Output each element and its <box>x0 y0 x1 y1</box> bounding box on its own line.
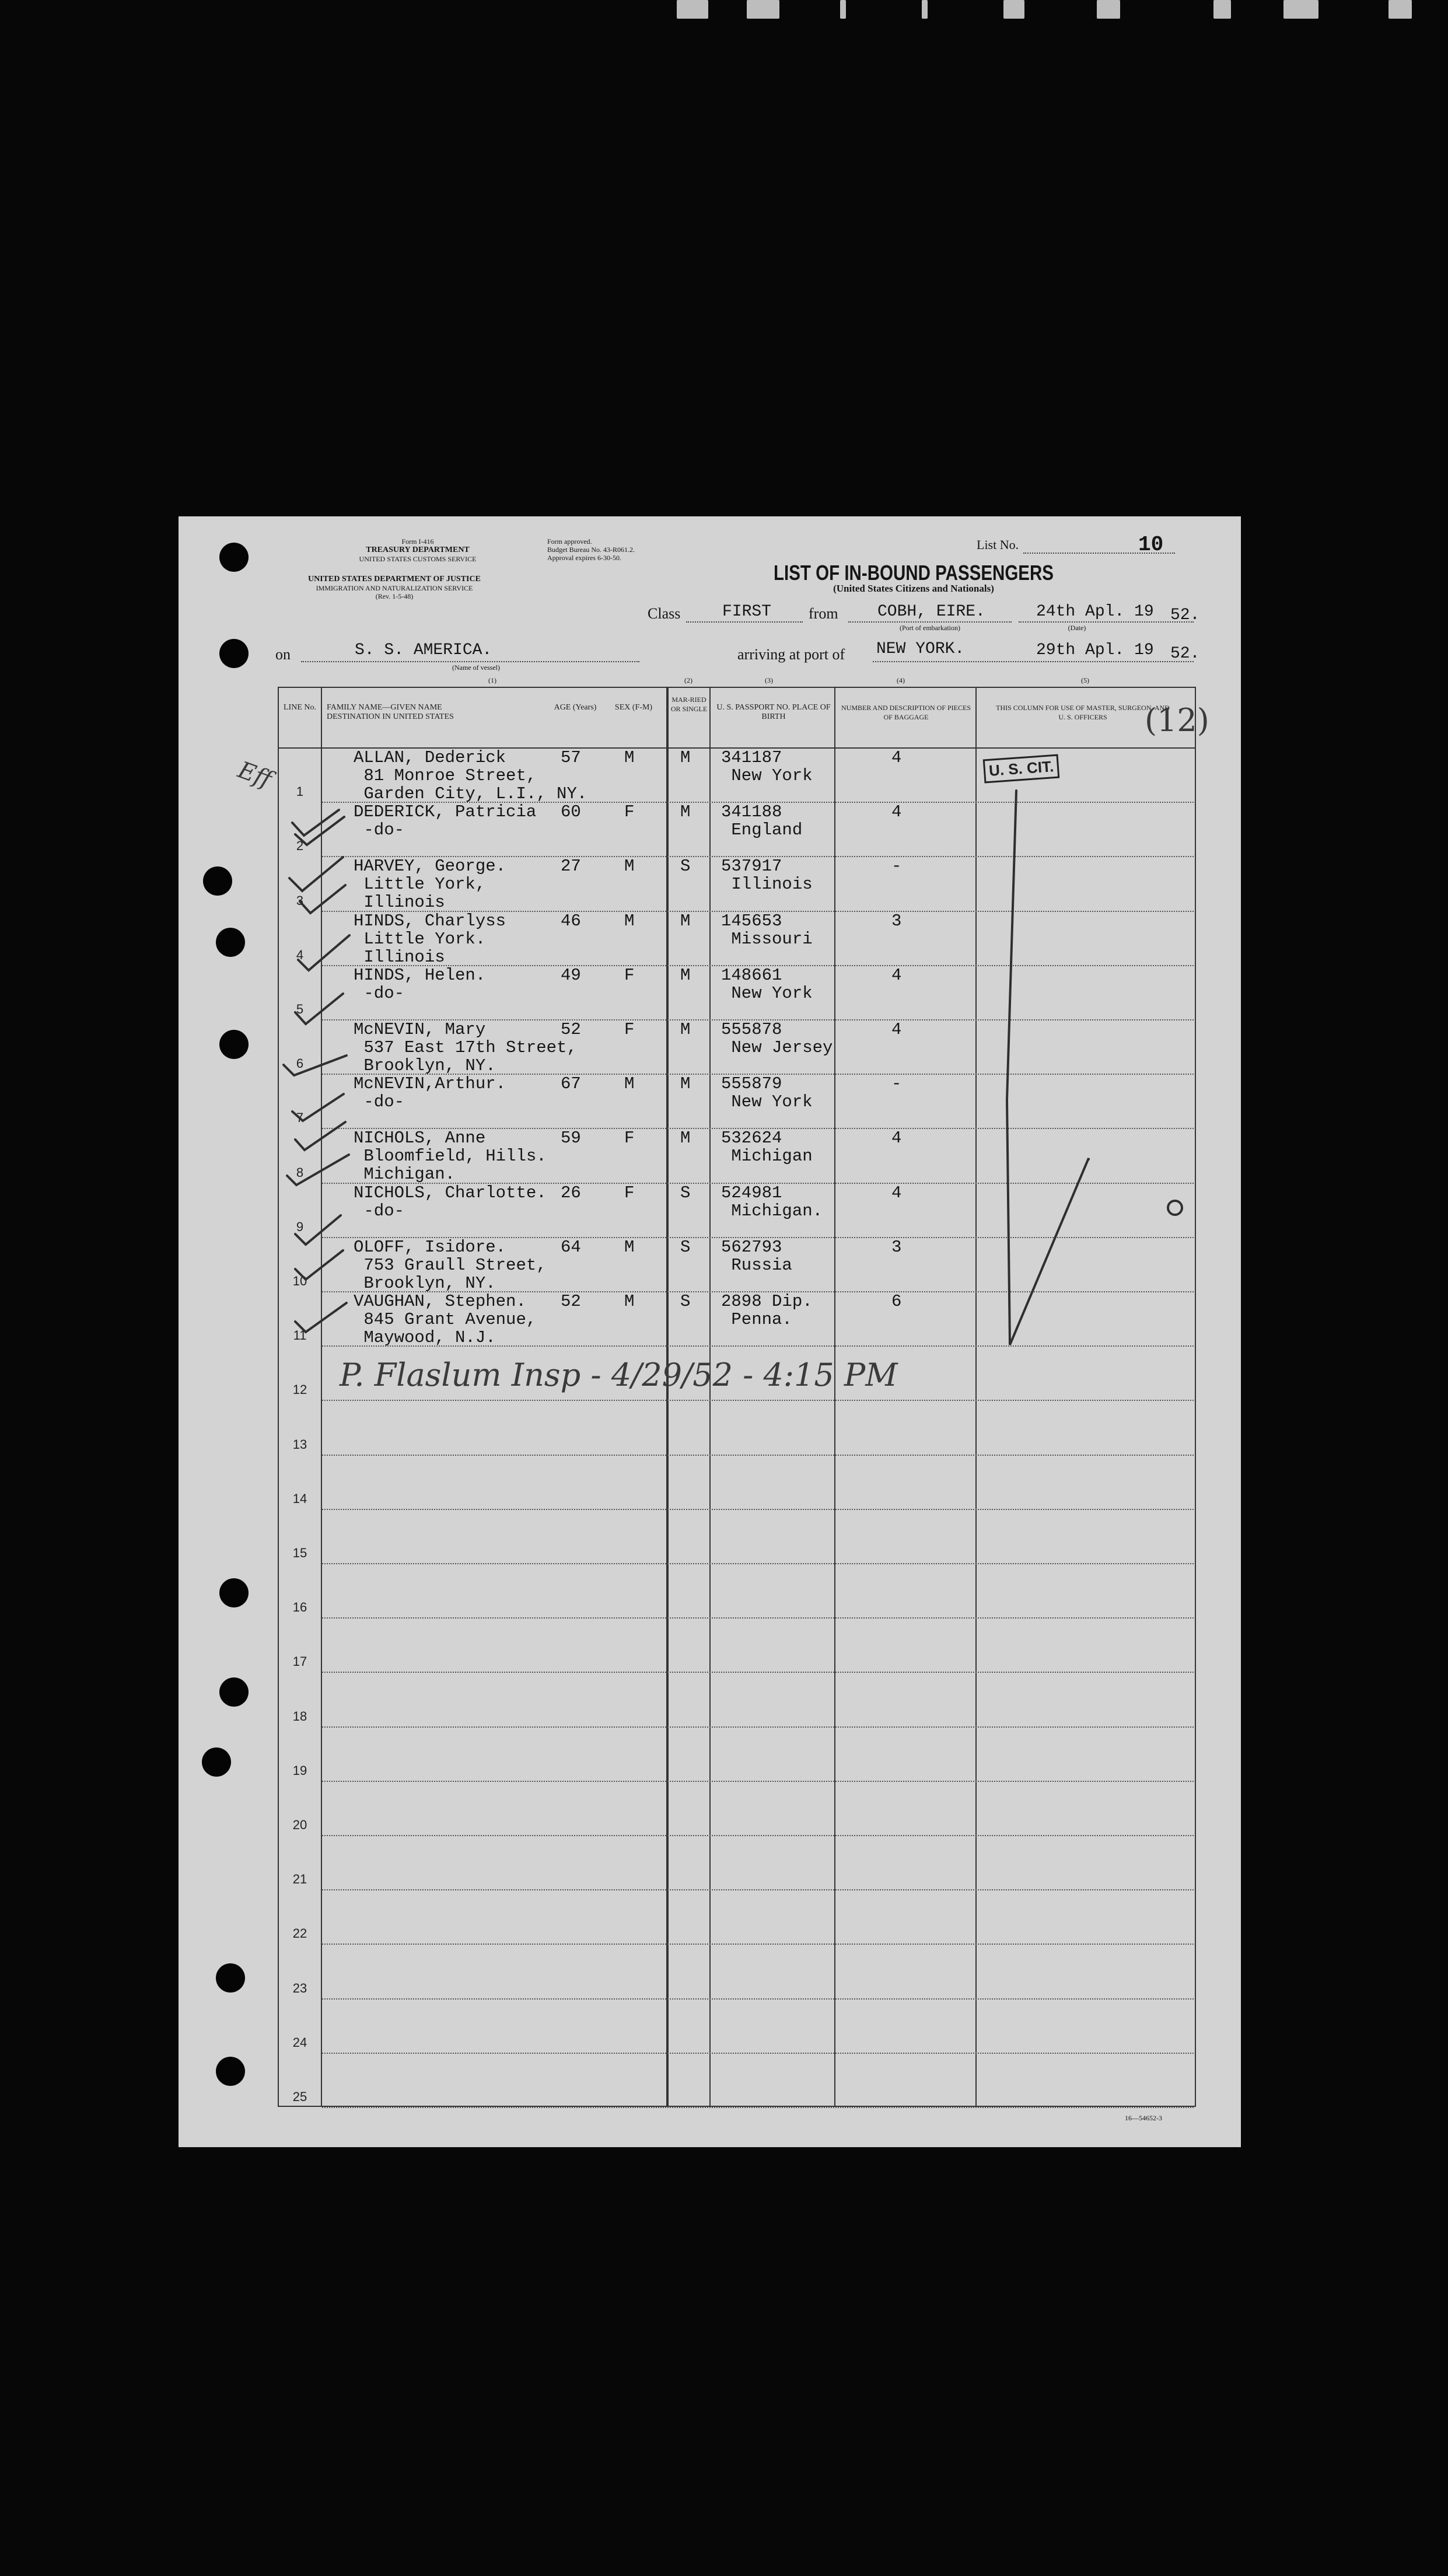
checkmark <box>292 810 339 836</box>
film-mark <box>840 0 846 19</box>
line-number: 8 <box>296 1165 304 1180</box>
passenger-marital: M <box>680 748 691 767</box>
passenger-age: 57 <box>561 748 581 767</box>
arrival-port: NEW YORK. <box>876 640 965 658</box>
passenger-marital: M <box>680 802 691 822</box>
passenger-marital: M <box>680 1020 691 1039</box>
film-mark <box>1003 0 1024 19</box>
line-number: 7 <box>296 1110 304 1125</box>
header-name: FAMILY NAME—GIVEN NAME DESTINATION IN UNITED STATES <box>327 703 454 721</box>
ins-service: IMMIGRATION AND NATURALIZATION SERVICE <box>316 584 473 592</box>
passenger-marital: M <box>680 911 691 931</box>
passenger-passport: 148661 New York <box>721 966 813 1003</box>
passenger-sex: F <box>624 966 635 985</box>
form-approved: Form approved. <box>547 537 592 546</box>
passenger-sex: F <box>624 1020 635 1039</box>
passenger-baggage: 4 <box>891 1183 902 1203</box>
passenger-baggage: 3 <box>891 1238 902 1257</box>
passenger-marital: M <box>680 1128 691 1148</box>
handwritten-marks <box>179 516 1241 2147</box>
citizenship-stamp: U. S. CIT. <box>983 754 1060 784</box>
line-number: 15 <box>292 1546 307 1560</box>
passenger-marital: M <box>680 966 691 985</box>
large-checkmark <box>1007 791 1089 1345</box>
list-no-value: 10 <box>1138 533 1164 557</box>
checkmark <box>295 817 344 845</box>
passenger-baggage: - <box>891 1074 902 1093</box>
passenger-age: 27 <box>561 857 581 876</box>
arriving-label: arriving at port of <box>737 646 845 663</box>
passenger-marital: S <box>680 1292 691 1311</box>
passenger-age: 67 <box>561 1074 581 1093</box>
arrival-year: 52. <box>1170 645 1200 663</box>
port-value: COBH, EIRE. <box>877 603 985 621</box>
checkmark <box>295 1303 347 1332</box>
form-title: LIST OF IN-BOUND PASSENGERS <box>773 561 1054 585</box>
passenger-sex: M <box>624 1238 635 1257</box>
passenger-marital: S <box>680 1183 691 1203</box>
passenger-passport: 341188 England <box>721 802 803 840</box>
line-number: 13 <box>292 1437 307 1452</box>
line-number: 18 <box>292 1709 307 1724</box>
manifest-sheet <box>179 516 1241 2147</box>
header-age: AGE (Years) <box>554 703 597 712</box>
class-value: FIRST <box>722 603 772 621</box>
passenger-marital: S <box>680 857 691 876</box>
film-mark <box>747 0 779 19</box>
film-mark <box>922 0 928 19</box>
customs-service: UNITED STATES CUSTOMS SERVICE <box>359 555 477 563</box>
passenger-age: 52 <box>561 1292 581 1311</box>
checkmark <box>295 1122 345 1150</box>
checkmark <box>292 1094 344 1121</box>
passenger-passport: 341187 New York <box>721 748 813 785</box>
line-number: 12 <box>292 1382 307 1397</box>
line-number: 5 <box>296 1002 304 1016</box>
passenger-age: 49 <box>561 966 581 985</box>
budget-bureau: Budget Bureau No. 43-R061.2. <box>547 546 635 554</box>
passenger-passport: 555879 New York <box>721 1074 813 1112</box>
passenger-sex: M <box>624 1074 635 1093</box>
checkmark <box>295 994 343 1024</box>
date-caption: (Date) <box>1068 624 1086 632</box>
revision-date: (Rev. 1-5-48) <box>375 592 414 600</box>
passenger-age: 52 <box>561 1020 581 1039</box>
film-edge-marks <box>677 0 1448 23</box>
col-number-2: (2) <box>684 676 692 684</box>
vessel-name: S. S. AMERICA. <box>355 641 492 659</box>
line-number: 19 <box>292 1763 307 1778</box>
passenger-name: NICHOLS, Anne Bloomfield, Hills. Michigan. <box>354 1128 547 1184</box>
passenger-count: (12) <box>1145 702 1209 739</box>
line-number: 9 <box>296 1219 304 1234</box>
passenger-passport: 562793 Russia <box>721 1238 792 1275</box>
passenger-passport: 2898 Dip. Penna. <box>721 1292 813 1329</box>
passenger-baggage: 4 <box>891 1020 902 1039</box>
line-number: 14 <box>292 1491 307 1506</box>
passenger-sex: M <box>624 1292 635 1311</box>
film-mark <box>1388 0 1412 19</box>
approval-expiry: Approval expires 6-30-50. <box>547 554 621 562</box>
arrival-date: 29th Apl. 19 <box>1036 641 1154 659</box>
passenger-sex: M <box>624 911 635 931</box>
line-number: 25 <box>292 2089 307 2104</box>
line-number: 2 <box>296 838 304 853</box>
passenger-baggage: 4 <box>891 802 902 822</box>
from-label: from <box>809 605 838 622</box>
line-number: 10 <box>292 1274 307 1288</box>
passenger-name: HINDS, Helen. -do- <box>354 966 486 1003</box>
line-number: 21 <box>292 1872 307 1886</box>
passenger-baggage: 3 <box>891 911 902 931</box>
passenger-name: HARVEY, George. Little York, Illinois <box>354 857 506 912</box>
passenger-baggage: 4 <box>891 748 902 767</box>
line-number: 16 <box>292 1600 307 1614</box>
col-number-3: (3) <box>765 676 773 684</box>
vessel-caption: (Name of vessel) <box>452 663 500 672</box>
line-number: 20 <box>292 1817 307 1832</box>
margin-note: Eff <box>234 756 275 794</box>
line-number: 22 <box>292 1926 307 1941</box>
checkmark <box>298 935 349 970</box>
embark-year: 52. <box>1170 606 1200 624</box>
line-number: 11 <box>293 1328 307 1343</box>
passenger-sex: F <box>624 802 635 822</box>
passenger-name: HINDS, Charlyss Little York. Illinois <box>354 911 506 967</box>
line-number: 17 <box>292 1654 307 1669</box>
checkmark <box>295 1215 341 1245</box>
passenger-passport: 532624 Michigan <box>721 1128 813 1166</box>
line-number: 4 <box>296 948 304 962</box>
passenger-name: DEDERICK, Patricia -do- <box>354 802 537 840</box>
checkmark <box>300 885 345 913</box>
passenger-passport: 555878 New Jersey <box>721 1020 833 1057</box>
header-married: MAR-RIED OR SINGLE <box>670 695 708 713</box>
film-mark <box>677 0 708 19</box>
header-officers: THIS COLUMN FOR USE OF MASTER, SURGEON, AND U. S. OFFICERS <box>996 704 1170 721</box>
col-number-5: (5) <box>1081 676 1089 684</box>
passenger-name: ALLAN, Dederick 81 Monroe Street, Garden City, L.I., NY. <box>354 748 587 803</box>
passenger-marital: S <box>680 1238 691 1257</box>
passenger-passport: 145653 Missouri <box>721 911 813 949</box>
line-number: 1 <box>296 784 304 799</box>
line-number: 23 <box>292 1981 307 1995</box>
passenger-age: 59 <box>561 1128 581 1148</box>
header-passport: U. S. PASSPORT NO. PLACE OF BIRTH <box>716 703 831 721</box>
passenger-age: 46 <box>561 911 581 931</box>
passenger-sex: M <box>624 857 635 876</box>
col-number-1: (1) <box>488 676 496 684</box>
list-no-label: List No. <box>977 537 1019 552</box>
header-line-no: LINE No. <box>284 703 316 712</box>
header-baggage: NUMBER AND DESCRIPTION OF PIECES OF BAGGAGE <box>841 704 971 721</box>
passenger-sex: M <box>624 748 635 767</box>
circled-mark <box>1168 1201 1182 1215</box>
passenger-name: VAUGHAN, Stephen. 845 Grant Avenue, Maywood, N.J. <box>354 1292 537 1347</box>
line-number: 3 <box>296 893 304 908</box>
passenger-passport: 537917 Illinois <box>721 857 813 894</box>
justice-dept: UNITED STATES DEPARTMENT OF JUSTICE <box>308 575 481 583</box>
passenger-sex: F <box>624 1183 635 1203</box>
passenger-name: McNEVIN,Arthur. -do- <box>354 1074 506 1112</box>
port-caption: (Port of embarkation) <box>900 624 960 632</box>
treasury-dept: TREASURY DEPARTMENT <box>366 546 470 554</box>
passenger-baggage: 4 <box>891 966 902 985</box>
passenger-baggage: 6 <box>891 1292 902 1311</box>
passenger-age: 64 <box>561 1238 581 1257</box>
form-number: Form I-416 <box>401 537 434 546</box>
line-number: 24 <box>292 2035 307 2050</box>
film-mark <box>1283 0 1318 19</box>
class-label: Class <box>648 605 681 622</box>
passenger-name: OLOFF, Isidore. 753 Graull Street, Brooklyn, NY. <box>354 1238 547 1293</box>
passenger-name: McNEVIN, Mary 537 East 17th Street, Brooklyn, NY. <box>354 1020 577 1075</box>
passenger-baggage: 4 <box>891 1128 902 1148</box>
passenger-age: 26 <box>561 1183 581 1203</box>
checkmark <box>287 1155 349 1185</box>
checkmark <box>295 1250 343 1280</box>
line-number: 6 <box>296 1056 304 1071</box>
inspector-signature: P. Flaslum Insp - 4/29/52 - 4:15 PM <box>340 1357 898 1393</box>
passenger-baggage: - <box>891 857 902 876</box>
form-subtitle: (United States Citizens and Nationals) <box>833 583 994 594</box>
embark-date: 24th Apl. 19 <box>1036 603 1154 621</box>
checkmark <box>284 1055 347 1075</box>
on-label: on <box>275 646 291 663</box>
film-mark <box>1097 0 1120 19</box>
film-mark <box>1213 0 1231 19</box>
passenger-name: NICHOLS, Charlotte. -do- <box>354 1183 547 1221</box>
passenger-sex: F <box>624 1128 635 1148</box>
checkmark <box>289 857 343 891</box>
header-sex: SEX (F-M) <box>614 703 653 712</box>
passenger-age: 60 <box>561 802 581 822</box>
passenger-passport: 524981 Michigan. <box>721 1183 823 1221</box>
col-number-4: (4) <box>897 676 905 684</box>
print-code: 16—54652-3 <box>1125 2114 1162 2122</box>
passenger-marital: M <box>680 1074 691 1093</box>
